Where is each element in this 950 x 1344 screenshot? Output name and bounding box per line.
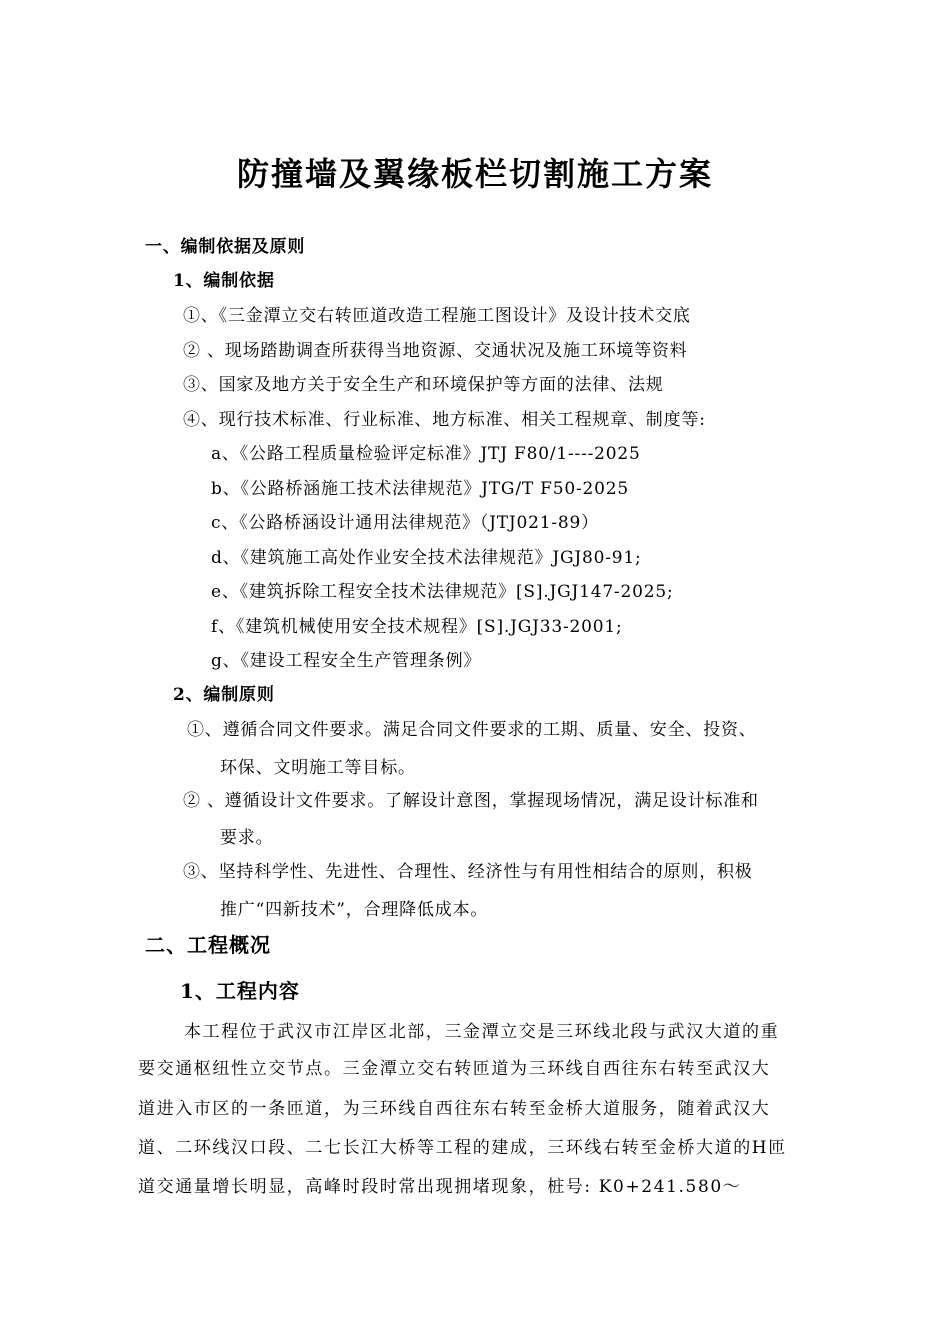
principle-1-line-1: ①、遵循合同文件要求。满足合同文件要求的工期、质量、安全、投资、: [187, 720, 757, 740]
overview-line-2: 要交通枢纽性立交节点。三金潭立交右转匝道为三环线自西往东右转至武汉大: [138, 1059, 771, 1079]
standard-item-d: d、《建筑施工高处作业安全技术法律规范》JGJ80-91;: [211, 548, 642, 568]
principle-1-line-2: 环保、文明施工等目标。: [220, 758, 416, 778]
document-title: 防撞墙及翼缘板栏切割施工方案: [236, 155, 713, 193]
overview-line-5: 道交通量增长明显，高峰时段时常出现拥堵现象，桩号: K0+241.580～: [138, 1177, 742, 1197]
overview-line-1: 本工程位于武汉市江岸区北部，三金潭立交是三环线北段与武汉大道的重: [184, 1022, 780, 1042]
principle-2-line-1: ② 、遵循设计文件要求。了解设计意图，掌握现场情况，满足设计标准和: [183, 791, 759, 811]
basis-item-2: ② 、现场踏勘调查所获得当地资源、交通状况及施工环境等资料: [183, 341, 688, 361]
section-2-1-heading: 1、工程内容: [180, 979, 300, 1003]
overview-line-3: 道进入市区的一条匝道，为三环线自西往东右转至金桥大道服务，随着武汉大: [138, 1099, 771, 1119]
basis-item-4: ④、现行技术标准、行业标准、地方标准、相关工程规章、制度等:: [183, 410, 706, 430]
basis-item-3: ③、国家及地方关于安全生产和环境保护等方面的法律、法规: [183, 375, 664, 395]
section-1-heading: 一、编制依据及原则: [145, 237, 306, 257]
overview-line-4: 道、二环线汉口段、二七长江大桥等工程的建成，三环线右转至金桥大道的H匝: [138, 1138, 787, 1158]
section-2-heading: 二、工程概况: [145, 933, 271, 957]
principle-3-line-2: 推广“四新技术”，合理降低成本。: [220, 900, 489, 920]
standard-item-b: b、《公路桥涵施工技术法律规范》JTG/T F50-2025: [211, 479, 630, 499]
standard-item-c: c、《公路桥涵设计通用法律规范》（JTJ021-89）: [211, 513, 599, 533]
principle-3-line-1: ③、坚持科学性、先进性、合理性、经济性与有用性相结合的原则，积极: [183, 862, 753, 882]
section-1-2-heading: 2、编制原则: [173, 685, 275, 705]
principle-2-line-2: 要求。: [220, 828, 274, 848]
section-1-1-heading: 1、编制依据: [173, 271, 275, 291]
standard-item-g: g、《建设工程安全生产管理条例》: [211, 651, 482, 671]
standard-item-a: a、《公路工程质量检验评定标准》JTJ F80/1----2025: [211, 444, 641, 464]
standard-item-e: e、《建筑拆除工程安全技术法律规范》[S].JGJ147-2025;: [211, 582, 674, 602]
standard-item-f: f、《建筑机械使用安全技术规程》[S].JGJ33-2001;: [211, 617, 623, 637]
basis-item-1: ①、《三金潭立交右转匝道改造工程施工图设计》及设计技术交底: [183, 306, 691, 326]
